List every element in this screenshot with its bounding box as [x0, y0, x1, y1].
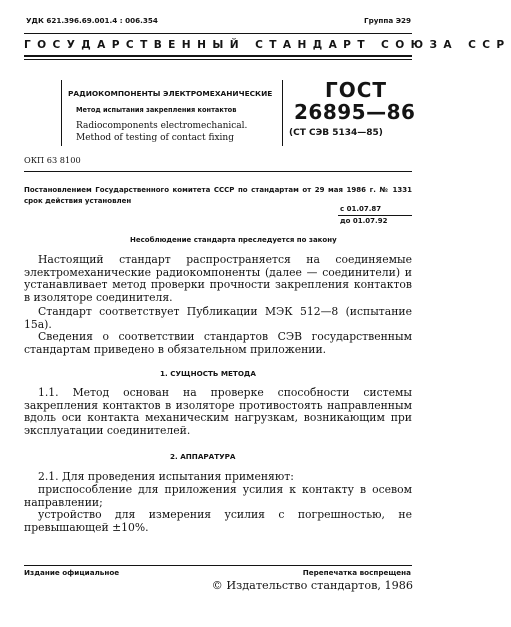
title-ru: РАДИОКОМПОНЕНТЫ ЭЛЕКТРОМЕХАНИЧЕСКИЕ — [68, 89, 273, 98]
subtitle-ru: Метод испытания закрепления контактов — [76, 106, 237, 114]
intro-paragraph-1: Настоящий стандарт распространяется на соединяемые электромеханические радиокомпоненты (далее — соединители) и устанавливает метод проверки прочности закрепления контактов в изоляторе соединителя. — [24, 253, 412, 304]
okp-rule — [24, 171, 412, 172]
group-code: Группа Э29 — [364, 16, 411, 25]
intro-paragraph-2: Стандарт соответствует Публикации МЭК 512—8 (испытание 15а). — [24, 305, 412, 331]
state-standard-banner: ГОСУДАРСТВЕННЫЙ СТАНДАРТ СОЮЗА ССР — [24, 39, 511, 51]
effective-to: до 01.07.92 — [340, 217, 388, 225]
effective-from-rule — [338, 215, 412, 216]
section-2-paragraph-2: приспособление для приложения усилия к контакту в осевом направлении; — [24, 483, 412, 509]
cmea-standard-ref: (СТ СЭВ 5134—85) — [289, 128, 383, 138]
title-en — [76, 120, 276, 144]
title-en-line-1: Radiocomponents electromechanical. — [76, 121, 248, 131]
udk-code: УДК 621.396.69.001.4 : 006.354 — [26, 16, 158, 25]
section-2-paragraph-3: устройство для измерения усилия с погрешностью, не превышающей ±10%. — [24, 508, 412, 534]
section-2-paragraph-1: 2.1. Для проведения испытания применяют: — [38, 470, 294, 483]
intro-paragraph-3: Сведения о соответствии стандартов СЭВ государственным стандартам приведено в обязательном приложении. — [24, 330, 412, 356]
gost-label: ГОСТ — [325, 78, 388, 102]
footer-rule — [24, 565, 412, 566]
banner-rule-thin — [24, 59, 412, 60]
official-edition: Издание официальное — [24, 568, 120, 577]
reprint-prohibited: Перепечатка воспрещена — [302, 568, 411, 577]
banner-rule-thick — [24, 55, 412, 57]
title-box-left-border — [61, 80, 62, 146]
section-1-heading: 1. СУЩНОСТЬ МЕТОДА — [160, 369, 256, 378]
section-1-paragraph: 1.1. Метод основан на проверке способности системы закрепления контактов в изоляторе противостоять направленным вдоль оси контакта механическим нагрузкам, возникающим при эксплуатации соединителей. — [24, 386, 412, 437]
okp-code: ОКП 63 8100 — [24, 155, 81, 165]
copyright: © Издательство стандартов, 1986 — [211, 579, 413, 592]
gost-number: 26895—86 — [294, 100, 416, 124]
effective-from: с 01.07.87 — [340, 205, 382, 213]
law-notice: Несоблюдение стандарта преследуется по закону — [130, 236, 337, 244]
section-2-heading: 2. АППАРАТУРА — [170, 452, 236, 461]
decree-text: Постановлением Государственного комитета СССР по стандартам от 29 мая 1986 г. № 1331 срок действия установлен — [24, 186, 412, 205]
top-rule — [24, 33, 412, 34]
title-en-line-2: Method of testing of contact fixing — [76, 133, 234, 143]
title-box-divider — [282, 80, 283, 146]
